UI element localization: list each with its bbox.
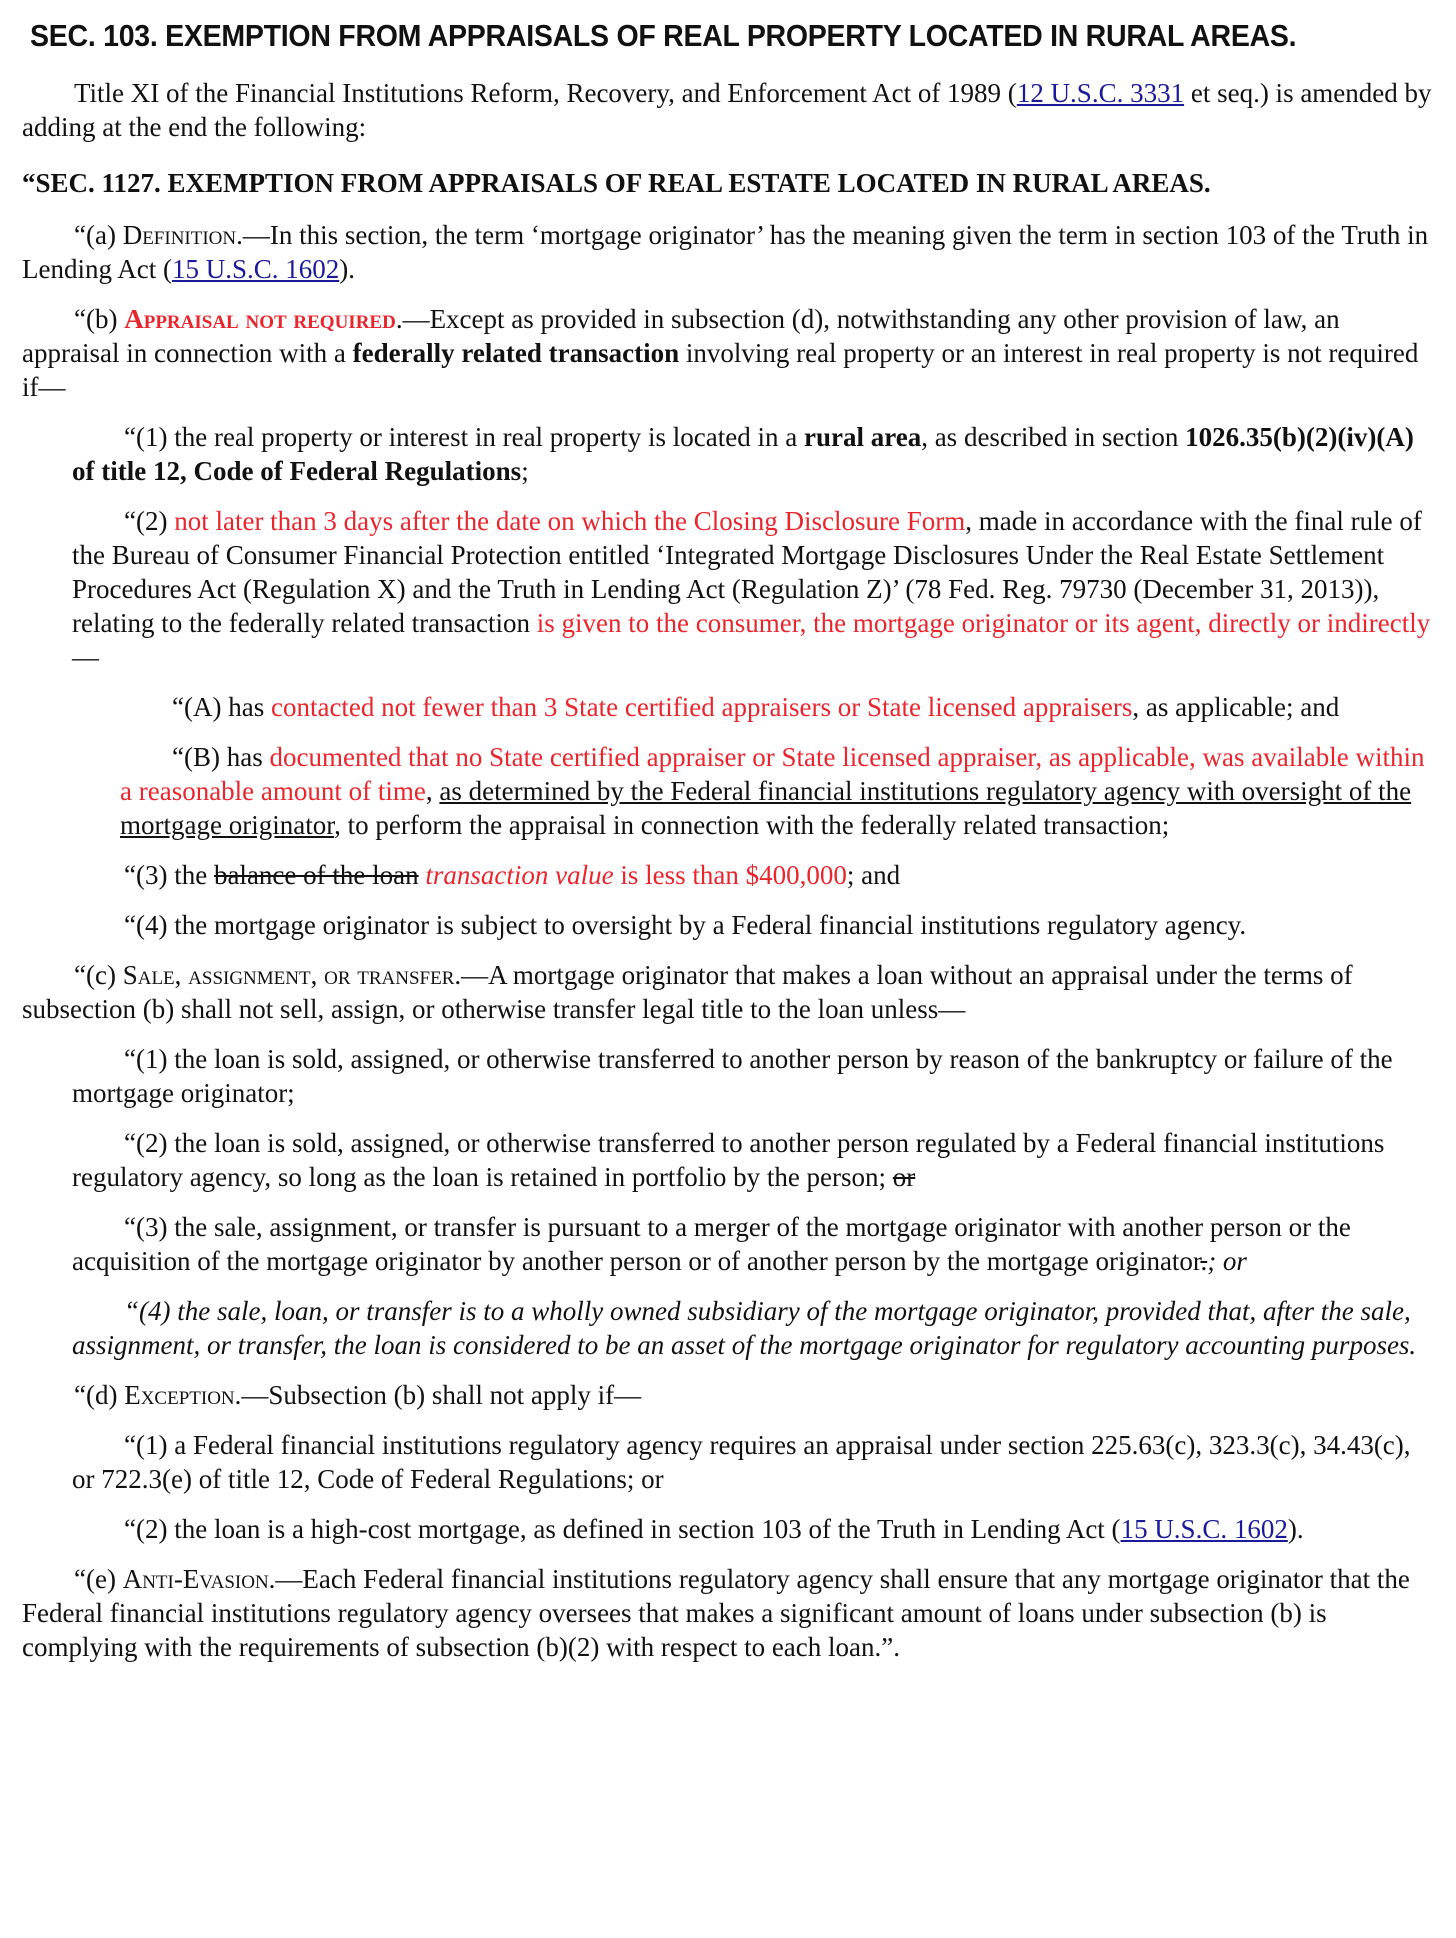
paragraph-b2B: “(B) has documented that no State certified appraiser or State licensed appraiser, as applicable, was available within a reasonable amount of time, as determined by the Federal financial institutions regulatory agency with oversight of the mortgage originator, to perform the appraisal in connection with the federally related transaction; xyxy=(120,742,1425,840)
usc-1602-link-2[interactable]: 15 U.S.C. 1602 xyxy=(1120,1514,1288,1544)
subsection-a-heading: Definition xyxy=(122,220,237,250)
subsection-c: “(c) Sale, assignment, or transfer.—A mortgage originator that makes a loan without an appraisal under the terms of subsection (b) shall not sell, assign, or otherwise transfer legal title to the loan unless— xyxy=(22,960,1353,1024)
subsection-a: “(a) Definition.—In this section, the term ‘mortgage originator’ has the meaning given the term in section 103 of the Truth in Lending Act (15 U.S.C. 1602). xyxy=(22,220,1429,284)
subsection-b: “(b) Appraisal not required.—Except as provided in subsection (d), notwithstanding any other provision of law, an appraisal in connection with a federally related transaction involving real property or an interest in real property is not required if— xyxy=(22,304,1419,402)
subsection-d-heading: Exception xyxy=(124,1380,235,1410)
paragraph-b3: “(3) the balance of the loan transaction value is less than $400,000; and xyxy=(124,860,901,890)
subsection-d: “(d) Exception.—Subsection (b) shall not apply if— xyxy=(74,1380,642,1410)
section-1127-heading: “SEC. 1127. EXEMPTION FROM APPRAISALS OF REAL ESTATE LOCATED IN RURAL AREAS. xyxy=(22,168,1211,198)
usc-3331-link[interactable]: 12 U.S.C. 3331 xyxy=(1016,78,1185,108)
paragraph-d2: “(2) the loan is a high-cost mortgage, as defined in section 103 of the Truth in Lending Act (15 U.S.C. 1602). xyxy=(124,1514,1304,1544)
paragraph-c2: “(2) the loan is sold, assigned, or otherwise transferred to another person regulated by a Federal financial institutions regulatory agency, so long as the loan is retained in portfolio by the person; or xyxy=(72,1128,1385,1192)
subsection-b-heading: Appraisal not required xyxy=(124,304,396,334)
subsection-e: “(e) Anti-Evasion.—Each Federal financial institutions regulatory agency shall ensure that any mortgage originator that the Federal financial institutions regulatory agency oversees that makes a significant amount of loans under subsection (b) is complying with the requirements of subsection (b)(2) with respect to each loan.”. xyxy=(22,1564,1410,1662)
page-title: SEC. 103. EXEMPTION FROM APPRAISALS OF REAL PROPERTY LOCATED IN RURAL AREAS. xyxy=(30,18,1297,53)
subsection-c-heading: Sale, assignment, or transfer xyxy=(122,960,455,990)
paragraph-c1: “(1) the loan is sold, assigned, or otherwise transferred to another person by reason of the bankruptcy or failure of the mortgage originator; xyxy=(72,1044,1393,1108)
paragraph-b4: “(4) the mortgage originator is subject to oversight by a Federal financial institutions regulatory agency. xyxy=(124,910,1247,940)
paragraph-c4: “(4) the sale, loan, or transfer is to a wholly owned subsidiary of the mortgage originator, provided that, after the sale, assignment, or transfer, the loan is considered to be an asset of the mortgage originator for regulatory accounting purposes. xyxy=(72,1296,1417,1360)
paragraph-c3: “(3) the sale, assignment, or transfer is pursuant to a merger of the mortgage originator with another person or the acquisition of the mortgage originator by another person or of another person by the mortgage originator.; or xyxy=(72,1212,1351,1276)
usc-1602-link[interactable]: 15 U.S.C. 1602 xyxy=(171,254,340,284)
paragraph-d1: “(1) a Federal financial institutions regulatory agency requires an appraisal under section 225.63(c), 323.3(c), 34.43(c), or 722.3(e) of title 12, Code of Federal Regulations; or xyxy=(72,1430,1411,1494)
paragraph-b1: “(1) the real property or interest in real property is located in a rural area, as described in section 1026.35(b)(2)(iv)(A) of title 12, Code of Federal Regulations; xyxy=(72,422,1414,486)
subsection-e-heading: Anti-Evasion xyxy=(122,1564,269,1594)
paragraph-b2: “(2) not later than 3 days after the date on which the Closing Disclosure Form, made in accordance with the final rule of the Bureau of Consumer Financial Protection entitled ‘Integrated Mortgage Disclosures Under the Real Estate Settlement Procedures Act (Regulation X) and the Truth in Lending Act (Regulation Z)’ (78 Fed. Reg. 79730 (December 31, 2013)), relating to the federally related transaction is given to the consumer, the mortgage originator or its agent, directly or indirectly— xyxy=(72,506,1431,672)
paragraph-b2A: “(A) has contacted not fewer than 3 State certified appraisers or State licensed appraisers, as applicable; and xyxy=(172,692,1340,722)
intro-paragraph: Title XI of the Financial Institutions Reform, Recovery, and Enforcement Act of 1989 (12 U.S.C. 3331 et seq.) is amended by adding at the end the following: xyxy=(22,78,1432,142)
